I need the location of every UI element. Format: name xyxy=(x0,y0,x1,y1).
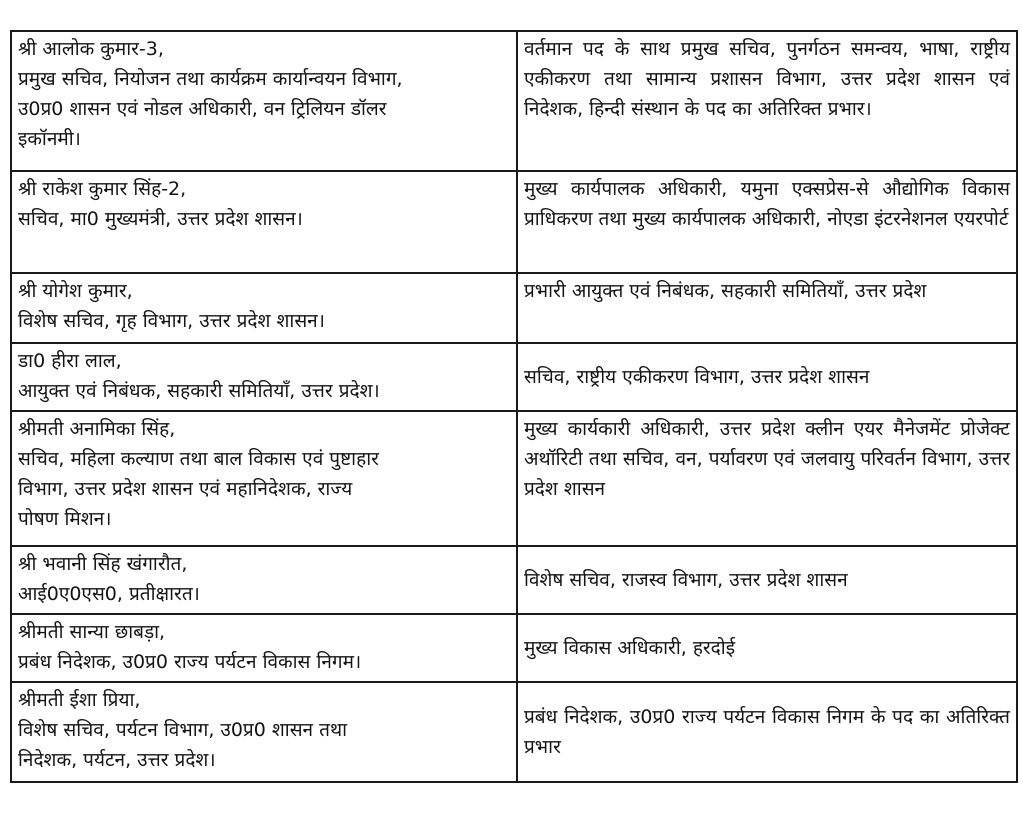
officer-detail: विशेष सचिव, पर्यटन विभाग, उ0प्र0 शासन तथा xyxy=(18,719,348,741)
new-posting-text: प्रबंध निदेशक, उ0प्र0 राज्य पर्यटन विकास निगम के पद का अतिरिक्त प्रभार xyxy=(524,706,1010,758)
table-row xyxy=(11,171,1017,273)
officer-detail: सचिव, मा0 मुख्यमंत्री, उत्तर प्रदेश शासन। xyxy=(18,208,303,230)
officer-detail: प्रबंध निदेशक, उ0प्र0 राज्य पर्यटन विकास निगम। xyxy=(18,651,362,673)
officer-detail: इकॉनमी। xyxy=(18,128,81,150)
table-row xyxy=(11,411,1017,546)
table-row xyxy=(11,273,1017,343)
new-posting-cell xyxy=(517,411,1017,546)
new-posting-cell xyxy=(517,343,1017,411)
table-row xyxy=(11,614,1017,682)
new-posting-text: मुख्य कार्यकारी अधिकारी, उत्तर प्रदेश क्लीन एयर मैनेजमेंट प्रोजेक्ट अथॉरिटी तथा सचिव, वन, पर्यावरण एवं जलवायु परिवर्तन विभाग, उत्तर प्रदेश शासन xyxy=(524,418,1010,500)
officer-name: श्रीमती सान्या छाबड़ा, xyxy=(18,621,166,643)
officer-detail: उ0प्र0 शासन एवं नोडल अधिकारी, वन ट्रिलियन डॉलर xyxy=(18,98,387,120)
officer-cell xyxy=(11,343,517,411)
officer-detail: प्रमुख सचिव, नियोजन तथा कार्यक्रम कार्यान्वयन विभाग, xyxy=(18,68,403,90)
officer-detail: आई0ए0एस0, प्रतीक्षारत। xyxy=(18,583,200,605)
officer-cell xyxy=(11,682,517,782)
officer-cell xyxy=(11,411,517,546)
table-row xyxy=(11,546,1017,614)
officer-detail: सचिव, महिला कल्याण तथा बाल विकास एवं पुष्टाहार xyxy=(18,448,379,470)
officer-name: श्री आलोक कुमार-3, xyxy=(18,38,164,60)
officer-detail: निदेशक, पर्यटन, उत्तर प्रदेश। xyxy=(18,749,216,771)
officer-name: श्री योगेश कुमार, xyxy=(18,280,133,302)
officer-name: श्री राकेश कुमार सिंह-2, xyxy=(18,178,187,200)
new-posting-cell xyxy=(517,614,1017,682)
officer-detail: आयुक्त एवं निबंधक, सहकारी समितियॉं, उत्तर प्रदेश। xyxy=(18,380,380,402)
officer-detail: विभाग, उत्तर प्रदेश शासन एवं महानिदेशक, राज्य xyxy=(18,478,353,500)
new-posting-cell xyxy=(517,682,1017,782)
officer-cell xyxy=(11,614,517,682)
new-posting-text: सचिव, राष्ट्रीय एकीकरण विभाग, उत्तर प्रदेश शासन xyxy=(524,366,870,388)
new-posting-cell xyxy=(517,546,1017,614)
officer-detail: विशेष सचिव, गृह विभाग, उत्तर प्रदेश शासन। xyxy=(18,310,325,332)
table-row xyxy=(11,343,1017,411)
officer-name: श्री भवानी सिंह खंगारौत, xyxy=(18,553,188,575)
officer-cell xyxy=(11,273,517,343)
officer-cell xyxy=(11,171,517,273)
table-row xyxy=(11,31,1017,171)
officer-name: श्रीमती ईशा प्रिया, xyxy=(18,689,141,711)
officer-detail: पोषण मिशन। xyxy=(18,508,112,530)
new-posting-text: विशेष सचिव, राजस्व विभाग, उत्तर प्रदेश शासन xyxy=(524,569,848,591)
table-row xyxy=(11,682,1017,782)
new-posting-cell xyxy=(517,273,1017,343)
transfer-table xyxy=(10,30,1018,783)
officer-cell xyxy=(11,546,517,614)
new-posting-text: मुख्य विकास अधिकारी, हरदोई xyxy=(524,637,736,659)
new-posting-text: प्रभारी आयुक्त एवं निबंधक, सहकारी समितियॉं, उत्तर प्रदेश xyxy=(524,280,927,302)
new-posting-cell xyxy=(517,171,1017,273)
officer-name: डा0 हीरा लाल, xyxy=(18,350,122,372)
officer-cell xyxy=(11,31,517,171)
officer-name: श्रीमती अनामिका सिंह, xyxy=(18,418,176,440)
new-posting-text: वर्तमान पद के साथ प्रमुख सचिव, पुनर्गठन समन्वय, भाषा, राष्ट्रीय एकीकरण तथा सामान्य प्रशासन विभाग, उत्तर प्रदेश शासन एवं निदेशक, हिन्दी संस्थान के पद का अतिरिक्त प्रभार। xyxy=(524,38,1010,120)
new-posting-cell xyxy=(517,31,1017,171)
new-posting-text: मुख्य कार्यपालक अधिकारी, यमुना एक्सप्रेस-से औद्योगिक विकास प्राधिकरण तथा मुख्य कार्यपालक अधिकारी, नोएडा इंटरनेशनल एयरपोर्ट xyxy=(524,178,1010,230)
